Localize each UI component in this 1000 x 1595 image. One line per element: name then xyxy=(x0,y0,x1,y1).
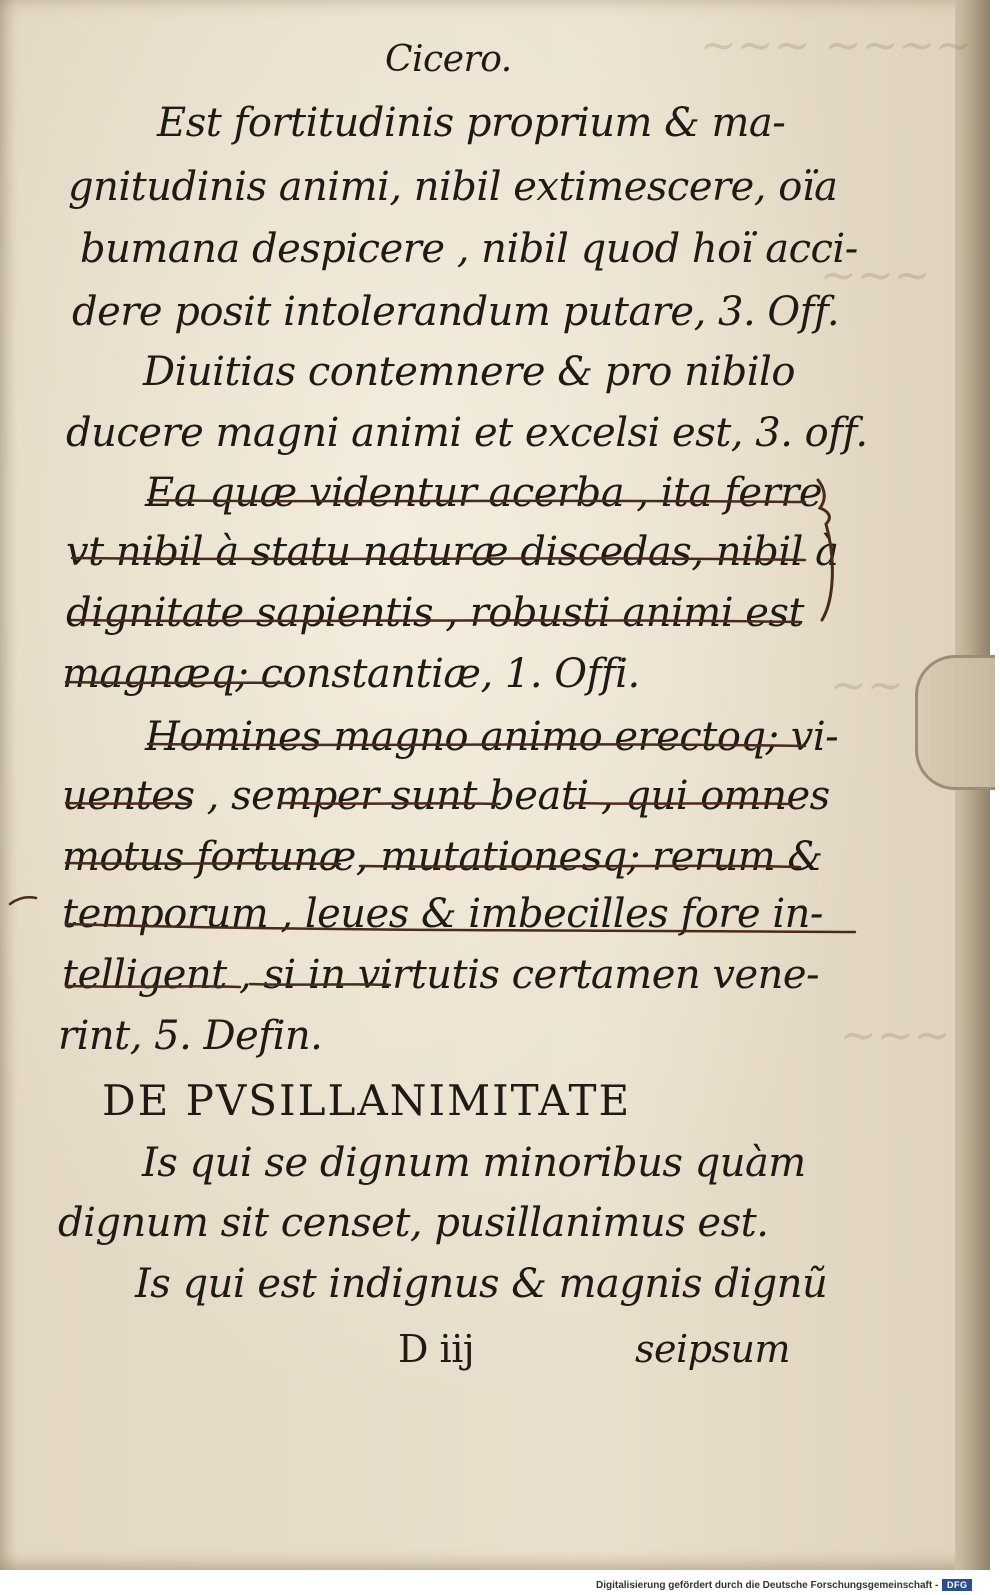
text-line-15: telligent , si in virtutis certamen vene- xyxy=(62,952,820,998)
show-through: ~~~ xyxy=(840,1010,951,1061)
running-head: Cicero. xyxy=(385,39,512,80)
text-line-9: dignitate sapientis , robusti animi est xyxy=(66,590,804,636)
text-line-14: temporum , leues & imbecilles fore in- xyxy=(62,891,823,937)
show-through: ~~~ ~~~~ xyxy=(700,20,973,71)
underline-9 xyxy=(66,863,340,864)
signature-mark: D iij xyxy=(398,1327,475,1371)
underline-11 xyxy=(66,924,855,932)
text-line-19: Is qui est indignus & magnis dignũ xyxy=(135,1261,828,1307)
margin-stroke xyxy=(10,897,36,904)
text-line-3: bumana despicere , nibil quod hoï acci- xyxy=(80,226,858,272)
text-line-8: vt nibil à statu naturæ discedas, nibil à xyxy=(66,529,839,575)
text-line-4: dere posit intolerandum putare, 3. Off. xyxy=(72,289,840,335)
dfg-logo: DFG xyxy=(942,1579,972,1591)
show-through: ~~~ xyxy=(820,250,931,301)
digitization-credit xyxy=(596,1577,972,1593)
section-heading: DE PVSILLANIMITATE xyxy=(102,1076,632,1125)
underline-6 xyxy=(66,803,190,804)
underline-12 xyxy=(66,986,240,987)
text-line-6: ducere magni animi et excelsi est, 3. off. xyxy=(66,410,868,456)
text-line-16: rint, 5. Defin. xyxy=(58,1013,323,1059)
text-line-13: motus fortunæ, mutationesq; rerum & xyxy=(62,834,823,880)
underline-3 xyxy=(72,620,800,622)
text-line-1: Est fortitudinis proprium & ma- xyxy=(157,100,786,146)
text-line-17: Is qui se dignum minoribus quàm xyxy=(142,1140,806,1186)
underline-5 xyxy=(148,744,805,746)
text-line-10: magnæq; constantiæ, 1. Offi. xyxy=(62,651,640,697)
underline-8 xyxy=(570,803,790,804)
underline-7 xyxy=(280,803,500,804)
text-line-7: Ea quæ videntur acerba , ita ferre xyxy=(145,470,823,516)
underline-13 xyxy=(250,984,390,985)
underline-2 xyxy=(72,558,805,560)
credit-text: Digitalisierung gefördert durch die Deutsche Forschungsgemeinschaft - xyxy=(596,1579,939,1591)
text-line-11: Homines magno animo erectoq; vi- xyxy=(145,714,839,760)
text-line-18: dignum sit censet, pusillanimus est. xyxy=(58,1200,769,1246)
underline-1 xyxy=(148,500,805,502)
underline-10 xyxy=(360,866,800,867)
margin-bracket xyxy=(818,480,832,620)
text-line-5: Diuitias contemnere & pro nibilo xyxy=(143,349,795,395)
text-line-12: uentes , semper sunt beati , qui omnes xyxy=(62,773,830,819)
show-through: ~~ xyxy=(830,660,904,711)
underline-4 xyxy=(66,682,290,683)
text-line-2: gnitudinis animi, nibil extimescere, oïa xyxy=(68,164,838,210)
catchword: seipsum xyxy=(635,1327,790,1371)
